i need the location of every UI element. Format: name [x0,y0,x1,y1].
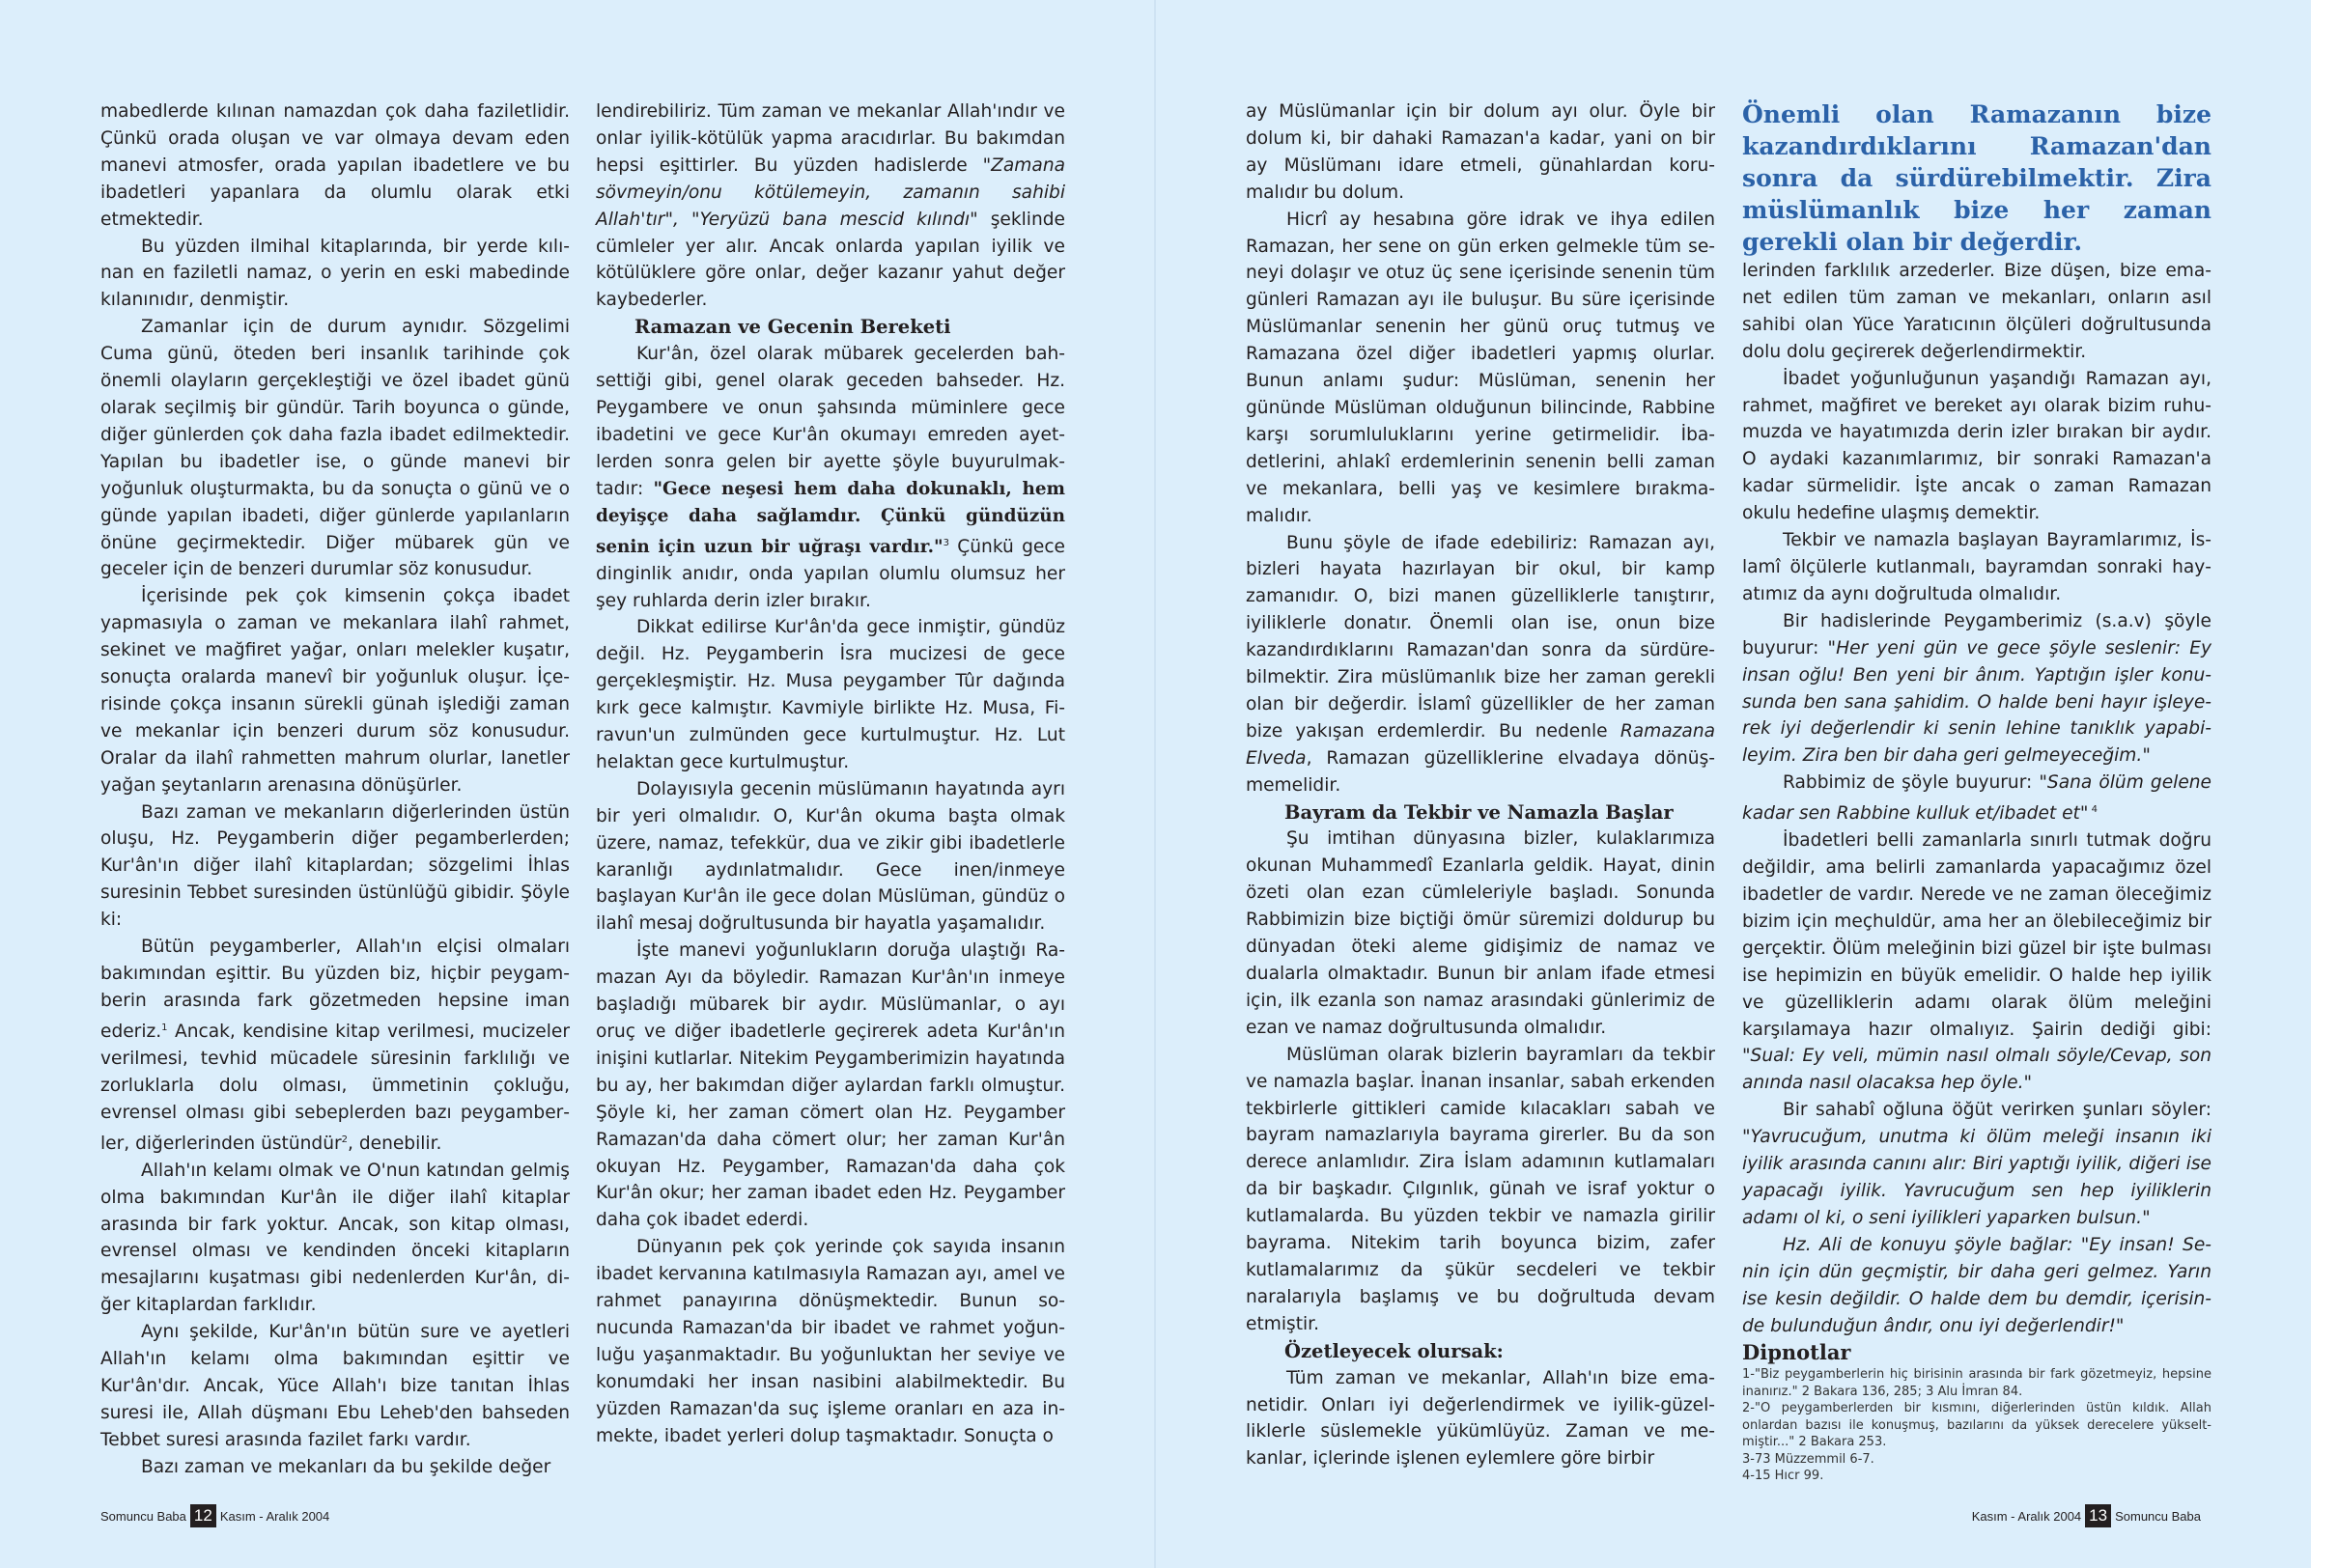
paragraph [596,341,1065,614]
column-3 [1246,98,1715,1472]
text-run: İbadetleri belli zamanlarla sınırlı tutmak doğru değildir, ama belirli zamanlarda yapacağımız özel ibadetler de vardır. Nerede ve ne zaman öleceğimiz bizim için meçhuldür, ama her an ölebileceğimiz bir gerçektir. Ölüm meleğinin bizi güzel bir işte bulması ise hepimizin en büyük emelidir. O halde hep iyilik ve güzelliklerin adamı olarak ölüm meleğini karşılamaya hazır olmalıyız. Şairin dediği gibi: [1742,830,2211,1040]
text-run: Rabbimiz de şöyle buyurur: [1783,772,2040,794]
text-run: Çünkü gece dinginlik anıdır, onda yapılan olumlu olumsuz her şey ruhlarda derin izler bırakır. [596,536,1065,611]
verse-quote: "Gece neşesi hem daha dokunaklı, hem deyişçe daha sağlamdır. Çünkü gündüzün senin için uzun bir uğraşı vardır." [596,478,1065,557]
text-run: Kur'ân, özel olarak mübarek gecelerden bahsettiği gibi, genel olarak geceden bahseder. Hz. Peygambere ve onun şahsında müminlere gece ibadetini ve gece Kur'ân okumayı emreden ayetlerden sonra gelen bir ayette şöyle buyurulmaktadır: [596,344,1065,499]
paragraph: lerinden farklılık arzederler. Bize düşen, bize emanet edilen tüm zaman ve mekanları, onların asıl sahibi olan Yüce Yaratıcının ölçüleri doğrultusunda dolu dolu geçirerek değerlendirmektir. [1742,261,2211,362]
text-run: Bir sahabî oğluna öğüt verirken şunları söyler: [1783,1100,2211,1121]
text-run: Bütün peygamberler, Allah'ın elçisi olmaları bakımından eşittir. Bu yüzden biz, hiçbir peygamberin arasında fark gözetmeden hepsine iman ederiz. [100,937,570,1042]
text-run: , denebilir. [348,1133,442,1154]
paragraph: Dünyanın pek çok yerinde çok sayıda insanın ibadet kervanına katılmasıyla Ramazan ayı, amel ve rahmet panayırına dönüşmektedir. Bunun sonucunda Ramazan'da bir ibadet ve rahmet yoğunluğu yaşanmaktadır. Bu yoğunluktan her seviye ve konumdaki her insan nasibini alabilmektedir. Bu yüzden Ramazan'da suç işleme oranları en aza inmekte, ibadet yerleri dolup taşmaktadır. Sonuçta o [596,1237,1065,1446]
paragraph: Hicrî ay hesabına göre idrak ve ihya edilen Ramazan, her sene on gün erken gelmekle tüm seneyi dolaşır ve otuz üç sene içerisinde senenin tüm günleri Ramazan ayı ile buluşur. Bu süre içerisinde Müslümanlar senenin her günü oruç tutmuş ve Ramazana özel diğer ibadetleri yapmış olurlar. Bunun anlamı şudur: Müslüman, senenin her gününde Müslüman olduğunun bilincinde, Rabbine karşı sorumluluklarını yerine getirmelidir. İbadetlerini, ahlakî erdemlerinin senenin belli zaman ve mekanlara, belli yaş ve kesimlere bırakmamalıdır. [1246,209,1715,526]
paragraph: ay Müslümanlar için bir dolum ayı olur. Öyle bir dolum ki, bir dahaki Ramazan'a kadar, yani on bir ay Müslümanı idare etmeli, günahlardan korumalıdır bu dolum. [1246,101,1715,203]
paragraph [100,934,570,1158]
text-run: Bir hadislerinde Peygamberimiz (s.a.v) şöyle buyurur: [1742,610,2211,658]
column-1 [100,98,570,1481]
paragraph: İbadet yoğunluğunun yaşandığı Ramazan ayı, rahmet, mağfiret ve bereket ayı olarak bizim ruhumuzda ve hayatımızda derin izler bırakan bir aydır. O aydaki kazanımlarımız, bir sonraki Ramazan'a kadar sürmelidir. İşte ancak o zaman Ramazan okulu hedefine ulaşmış demektir. [1742,368,2211,524]
text-run: Bunu şöyle de ifade edebiliriz: Ramazan ayı, bizleri hayata hazırlayan bir okul, bir kamp zamanıdır. O, bizi manen güzelliklerle tanıştırır, iyiliklerle donatır. Önemli olan ise, onun bize kazandırdıklarını Ramazan'dan sonra da sürdürebilmektir. Zira müslümanlık bize her zaman gerekli olan bir değerdir. İslamî güzellikler de her zaman bize yakışan erdemlerdir. Bu nedenle [1246,532,1715,742]
paragraph: Aynı şekilde, Kur'ân'ın bütün sure ve ayetleri Allah'ın kelamı olma bakımından eşittir ve Kur'ân'dır. Ancak, Yüce Allah'ı bize tanıtan İhlas suresi ile, Allah düşmanı Ebu Leheb'den bahseden Tebbet suresi arasında fazilet farkı vardır. [100,1322,570,1450]
magazine-name: Somuncu Baba [100,1508,186,1524]
page-edge [2311,0,2338,1568]
paragraph: Dikkat edilirse Kur'ân'da gece inmiştir, gündüz değil. Hz. Peygamberin İsra mucizesi de gece gerçekleşmiştir. Hz. Musa peygamber Tûr dağında kırk gece kalmıştır. Kavmiyle birlikte Hz. Musa, Firavun'un zulmünden gece kurtulmuştur. Hz. Lut helaktan gece kurtulmuştur. [596,617,1065,772]
footnote-ref: 1 [161,1022,168,1033]
paragraph [1742,827,2211,1097]
text-run: , Ramazan güzelliklerine elvadaya dönüşmemelidir. [1246,747,1715,796]
footnote-ref: 4 [2088,804,2098,816]
text-run: Ancak, kendisine kitap verilmesi, mucizeler verilmesi, tevhid mücadele süresinin farklılığı ve zorluklarla dolu olması, ümmetinin çokluğu, evrensel olması gibi sebeplerden bazı peygamberler, diğerlerinden üstündür [100,1022,570,1154]
hadith-quote: "Her yeni gün ve gece şöyle seslenir: Ey insan oğlu! Ben yeni bir ânım. Yaptığın işler konusunda ben sana şahidim. O halde beni hayır işleyerek iyi değerlendir ki senin lehine tanıklık yapabileyim. Zira ben bir daha geri gelmeyeceğim." [1742,637,2211,767]
page-number: 13 [2085,1504,2111,1527]
footnote-ref: 3 [943,537,949,548]
paragraph: Zamanlar için de durum aynıdır. Sözgelimi Cuma günü, öteden beri insanlık tarihinde çok önemli olayların gerçekleştiği ve özel ibadet günü olarak seçilmiş bir gündür. Tarih boyunca o günde, diğer günlerden çok daha fazla ibadet edilmektedir. Yapılan bu ibadetler ise, o günde manevi bir yoğunluk oluşturmakta, bu da sonuçta o günü ve o günde yapılan ibadeti, diğer günlerde yapılanların önüne geçirmektedir. Diğer mübarek gün ve geceler için de benzeri durumlar söz konusudur. [100,317,570,580]
page-number: 12 [190,1504,216,1527]
paragraph [1742,770,2211,827]
paragraph: Bu yüzden ilmihal kitaplarında, bir yerde kılınan en faziletli namaz, o yerin en eski mabedinde kılanınıdır, denmiştir. [100,236,570,311]
paragraph: Dolayısıyla gecenin müslümanın hayatında ayrı bir yeri olmalıdır. O, Kur'ân okuma başta olmak üzere, namaz, tefekkür, dua ve zikir gibi ibadetlerle karanlığı aydınlatmalıdır. Gece inen/inmeye başlayan Kur'ân ile gece dolan Müslüman, gündüz o ilahî mesaj doğrultusunda bir hayatla yaşamalıdır. [596,778,1065,935]
magazine-name: Somuncu Baba [2115,1508,2201,1524]
paragraph: İşte manevi yoğunlukların doruğa ulaştığı Ramazan Ayı da böyledir. Ramazan Kur'ân'ın inmeye başladığı mübarek bir aydır. Müslümanlar, o ayı oruç ve diğer ibadetlerle geçirerek adeta Kur'ân'ın inişini kutlarlar. Nitekim Peygamberimizin hayatında bu ay, her bakımdan diğer aylardan farklı olmuştur. Şöyle ki, her zaman cömert olan Hz. Peygamber Ramazan'da daha cömert olur; her zaman Kur'ân okuyan Hz. Peygamber, Ramazan'da daha çok Kur'ân okur; her zaman ibadet eden Hz. Peygamber daha çok ibadet ederdi. [596,940,1065,1231]
folio-left [100,1504,329,1527]
column-2 [596,98,1065,1450]
issue-date: Kasım - Aralık 2004 [1971,1508,2082,1524]
footnotes-title: Dipnotlar [1742,1340,1851,1365]
paragraph [1742,608,2211,770]
italic-phrase: Ramazana Elveda [1246,720,1715,769]
paragraph: Şu imtihan dünyasına bizler, kulaklarımıza okunan Muhammedî Ezanlarla geldik. Hayat, dinin özeti olan ezan cümleleriyle başladı. Sonunda Rabbimizin bize biçtiği ömür süremizi doldurup bu dünyadan öteki aleme gidişimiz de namaz ve dualarla olmaktadır. Bunun bir anlam ifade etmesi için, ilk ezanla son namaz arasındaki günlerimiz de ezan ve namaz doğrultusunda olmalıdır. [1246,828,1715,1038]
footnote-ref: 2 [341,1134,349,1145]
column-4 [1742,98,2211,1485]
text-run: şeklinde cümleler yer alır. Ancak onlarda yapılan iyilik ve kötülüklere göre onlar, değer kazanır yahut değer kaybederler. [596,209,1065,311]
paragraph: İçerisinde pek çok kimsenin çokça ibadet yapmasıyla o zaman ve mekanlara ilahî rahmet, sekinet ve mağfiret yağar, onları melekler kuşatır, sonuçta oralarda manevî bir yoğunluk oluşur. İçerisinde çokça insanın sürekli günah işlediği zaman ve mekanlar için benzeri durum söz konusudur. Oralar da ilahî rahmetten mahrum olurlar, lanetler yağan şeytanların arenasına dönüşürler. [100,586,570,796]
paragraph: Tekbir ve namazla başlayan Bayramlarımız, İslamî ölçülerle kutlanmalı, bayramdan sonraki hayatımız da aynı doğrultuda olmalıdır. [1742,530,2211,604]
paragraph: Bazı zaman ve mekanların diğerlerinden üstün oluşu, Hz. Peygamberin diğer pegamberlerden; Kur'ân'ın diğer ilahî kitaplardan; sözgelimi İhlas suresinin Tebbet suresinden üstünlüğü gibidir. Şöyle ki: [100,801,570,931]
poem-quote: "Sual: Ey veli, mümin nasıl olmalı söyle/Cevap, son anında nasıl olacaksa hep öyle." [1742,1046,2211,1094]
footnote: 2-"O peygamberlerden bir kısmını, diğerlerinden üstün kıldık. Allah onlardan bazısı ile konuşmuş, bazılarını da yüksek derecelere yükseltmiştir..." 2 Bakara 253. [1742,1401,2211,1450]
paragraph [596,98,1065,314]
paragraph: Bazı zaman ve mekanları da bu şekilde değer [141,1456,551,1477]
footnote: 3-73 Müzzemmil 6-7. [1742,1451,1874,1467]
paragraph: mabedlerde kılınan namazdan çok daha faziletlidir. Çünkü orada oluşan ve var olmaya devam eden manevi atmosfer, orada yapılan ibadetlere ve bu ibadetleri yapanlara da olumlu olarak etki etmektedir. [100,101,570,230]
paragraph: Tüm zaman ve mekanlar, Allah'ın bize emanetidir. Onları iyi değerlendirmek ve iyilik-güzelliklerle süslemekle yükümlüyüz. Zaman ve mekanlar, içlerinde işlenen eylemlere göre birbir [1246,1367,1715,1470]
section-heading: Bayram da Tekbir ve Namazla Başlar [1284,800,1674,824]
section-heading: Ramazan ve Gecenin Bereketi [634,316,951,339]
paragraph [1742,1097,2211,1232]
pull-quote: Önemli olan Ramazanın bize kazandırdıklarını Ramazan'dan sonra da sürdürebilmektir. Zira müslümanlık bize her zaman gerekli olan bir değerdir. [1742,100,2211,256]
footnote: 1-"Biz peygamberlerin hiç birisinin arasında bir fark gözetmeyiz, hepsine inanırız." 2 Bakara 136, 285; 3 Alu İmran 84. [1742,1367,2211,1399]
footnote: 4-15 Hıcr 99. [1742,1469,1824,1484]
paragraph: Allah'ın kelamı olmak ve O'nun katından gelmiş olma bakımından Kur'ân ile diğer ilahî kitaplar arasında bir fark yoktur. Ancak, son kitap olması, evrensel olması ve kendinden önceki kitapların mesajlarını kuşatması gibi nedenlerden Kur'ân, diğer kitaplardan farklıdır. [100,1160,570,1316]
advice-quote: "Yavrucuğum, unutma ki ölüm meleği insanın iki iyilik arasında canını alır: Biri yaptığı iyilik, diğeri ise yapacağı iyilik. Yavrucuğum sen hep iyiliklerin adamı ol ki, o seni iyilikleri yaparken bulsun." [1742,1127,2211,1228]
issue-date: Kasım - Aralık 2004 [219,1508,330,1524]
paragraph: Hz. Ali de konuyu şöyle bağlar: "Ey insan! Senin için dün geçmiştir, bir daha geri gelmez. Yarın ise kesin değildir. O halde dem bu demdir, içerisinde bulunduğun ândır, onu iyi değerlendir!" [1742,1234,2211,1336]
paragraph [1246,530,1715,799]
verse-quote: "Sana ölüm gelene kadar sen Rabbine kulluk et/ibadet et" [1742,772,2211,825]
text-run: lendirebiliriz. Tüm zaman ve mekanlar Allah'ındır ve onlar iyilik-kötülük yapma aracıdırlar. Bu bakımdan hepsi eşittirler. Bu yüzden hadislerde [596,101,1065,176]
folio-right [1972,1504,2201,1527]
page-gutter [1154,0,1156,1568]
hadith-quote: "Zamana sövmeyin/onu kötülemeyin, zamanın sahibi Allah'tır", "Yeryüzü bana mescid kılındı" [596,154,1065,230]
paragraph: Müslüman olarak bizlerin bayramları da tekbir ve namazla başlar. İnanan insanlar, sabah erkenden tekbirlerle gittikleri camide kılacakları sabah ve bayram namazlarıyla bayrama girerler. Bu da son derece anlamlıdır. Zira İslam adamının kutlamaları da bir başkadır. Çılgınlık, günah ve israf yoktur o kutlamalarda. Bu yüzden tekbir ve namazla girilir bayrama. Nitekim tarih boyunca bizim, zafer kutlamalarımız da şükür secdeleri ve tekbir naralarıyla başlamış ve bu doğrultuda devam etmiştir. [1246,1044,1715,1334]
section-heading: Özetleyecek olursak: [1284,1339,1504,1362]
